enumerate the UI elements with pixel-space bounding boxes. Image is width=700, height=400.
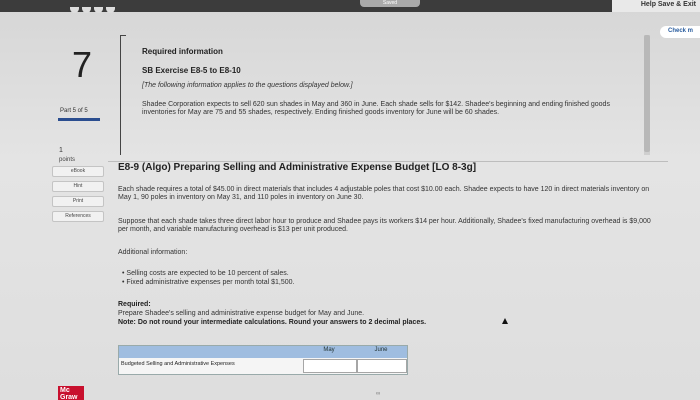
check-my-work-button[interactable]: Check m — [660, 26, 700, 38]
materials-paragraph: Each shade requires a total of $45.00 in direct materials that includes 4 adjustable poles that cost $10.00 each. Shadee expects to have 120 in direct materials inventory on May 1, 90 poles in inventory on May 31, and 110 poles in inventory on June 30. — [118, 186, 650, 202]
left-rail — [44, 20, 106, 400]
required-info-heading: Required information — [142, 47, 223, 56]
help-button[interactable]: Help — [640, 1, 656, 8]
progress-dots — [70, 0, 150, 6]
june-expense-input[interactable] — [357, 359, 407, 373]
references-button[interactable]: References — [52, 211, 104, 222]
exercise-range: SB Exercise E8-5 to E8-10 — [142, 66, 241, 75]
required-instruction: Prepare Shadee's selling and administrative expense budget for May and June. — [118, 310, 365, 317]
column-may: May — [323, 347, 335, 353]
scenario-text: Shadee Corporation expects to sell 620 sun shades in May and 360 in June. Each shade sells for $142. Shadee's beginning and ending finished goods inventories for May are 75 and 55 shades, respectively. Ending finished goods inventory for June will be 60 shades. — [142, 101, 610, 117]
exercise-title: E8-9 (Algo) Preparing Selling and Administrative Expense Budget [LO 8-3g] — [118, 162, 477, 173]
labor-paragraph: Suppose that each shade takes three direct labor hour to produce and Shadee pays its workers $14 per hour. Additionally, Shadee's fixed manufacturing overhead is $9,000 per month, and variable manufacturing overhead is $13 per unit produced. — [118, 218, 651, 234]
list-item: • Fixed administrative expenses per month total $1,500. — [122, 278, 295, 287]
saved-badge: Saved — [360, 0, 420, 7]
budget-table — [118, 345, 408, 375]
panel-scroll-thumb[interactable] — [644, 35, 650, 152]
required-information-panel — [120, 35, 650, 155]
hint-button[interactable]: Hint — [52, 181, 104, 192]
print-button[interactable]: Print — [52, 196, 104, 207]
applies-note: [The following information applies to the questions displayed below.] — [142, 82, 353, 89]
may-expense-input[interactable] — [303, 359, 357, 373]
ebook-button[interactable]: eBook — [52, 166, 104, 177]
top-bar — [0, 0, 700, 12]
budget-row-label: Budgeted Selling and Administrative Expenses — [121, 361, 235, 367]
additional-info-list — [122, 269, 295, 287]
list-item: • Selling costs are expected to be 10 percent of sales. — [122, 269, 295, 278]
part-progress-bar — [58, 118, 100, 121]
rounding-note: Note: Do not round your intermediate calculations. Round your answers to 2 decimal places. — [118, 319, 427, 326]
mcgraw-hill-logo: Mc Graw — [58, 386, 84, 400]
points-label: points — [59, 157, 76, 163]
save-exit-button[interactable]: Save & Exit — [657, 1, 696, 8]
column-june: June — [374, 347, 388, 353]
part-indicator: Part 5 of 5 — [60, 108, 88, 114]
help-area — [612, 0, 700, 12]
question-number: 7 — [72, 44, 93, 85]
panel-scrollbar[interactable] — [644, 35, 650, 155]
scroll-indicator-icon: ∞ — [376, 391, 381, 397]
required-heading: Required: — [118, 301, 151, 308]
additional-info-label: Additional information: — [118, 249, 188, 256]
budget-table-header — [119, 346, 407, 358]
points-value: 1 — [59, 147, 63, 154]
panel-bracket — [120, 35, 126, 155]
mouse-cursor-icon — [502, 318, 508, 324]
